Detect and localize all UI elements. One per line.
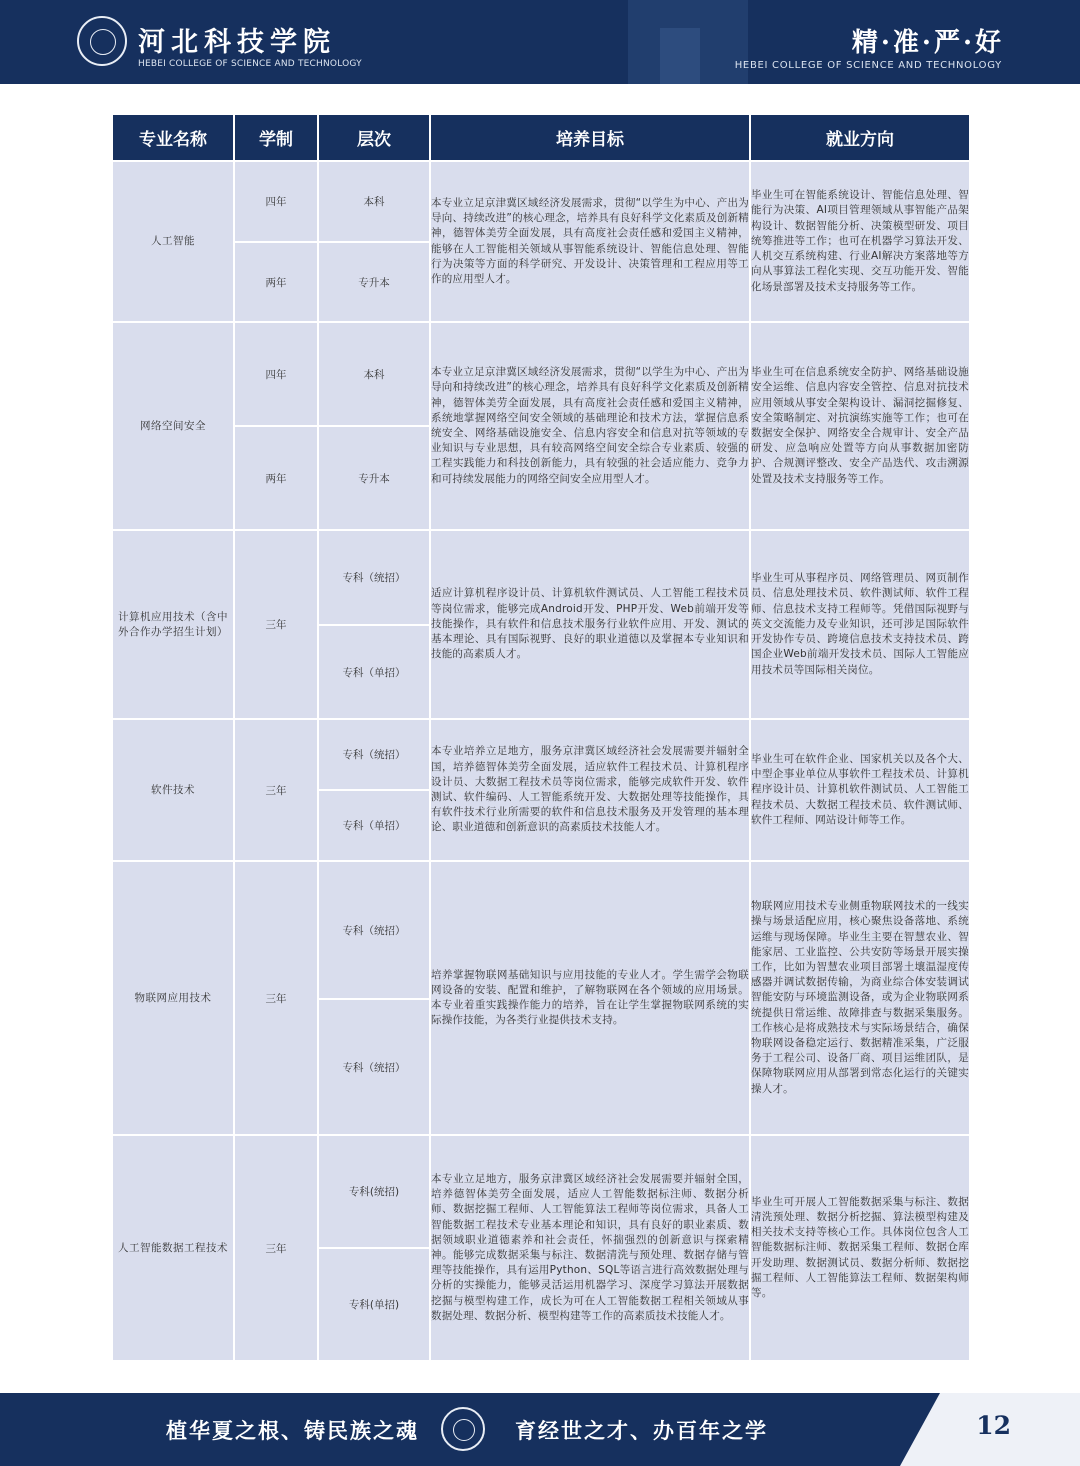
duration-cell: 三年 — [234, 861, 318, 1135]
level-cell: 本科 — [318, 161, 430, 242]
school-name-en: HEBEI COLLEGE OF SCIENCE AND TECHNOLOGY — [138, 59, 362, 69]
major-name: 人工智能 — [112, 161, 234, 322]
school-name: 河北科技学院 — [138, 27, 336, 58]
table-row — [112, 1135, 970, 1248]
level-cell: 专科(单招) — [318, 1248, 430, 1361]
header-building-graphic — [660, 28, 700, 84]
career-cell: 毕业生可开展人工智能数据采集与标注、数据清洗预处理、数据分析挖掘、算法模型构建及相关技术支持等核心工作。具体岗位包含人工智能数据标注师、数据采集工程师、数据仓库开发助理、数据测试员、数据分析师、数据挖掘工程师、人工智能算法工程师、数据架构师等。 — [750, 1135, 970, 1361]
level-cell: 专升本 — [318, 426, 430, 530]
page-footer — [0, 1393, 1080, 1466]
footer-logo-icon — [441, 1407, 485, 1451]
table-row — [112, 530, 970, 625]
level-cell: 专科（统招） — [318, 719, 430, 790]
duration-cell: 三年 — [234, 1135, 318, 1361]
table-row — [112, 161, 970, 242]
goal-cell: 本专业立足京津冀区域经济发展需求，贯彻“以学生为中心、产出为导向和持续改进”的核心理念，培养具有良好科学文化素质及创新精神，德智体美劳全面发展，具有高度社会责任感和爱国主义精神，系统地掌握网络空间安全领域的基础理论和技术方法，掌握信息系统安全、网络基础设施安全、信息内容安全和信息对抗等领域的专业知识与专业思想，具有较高网络空间安全综合专业素质、较强的工程实践能力和科技创新能力，具有较强的社会适应能力、竞争力和可持续发展能力的网络空间安全应用型人才。 — [430, 322, 750, 530]
duration-cell: 两年 — [234, 242, 318, 322]
table-row — [112, 861, 970, 999]
footer-slogan-left: 植华夏之根、铸民族之魂 — [166, 1418, 419, 1443]
school-motto: 精·准·严·好 — [851, 28, 1004, 58]
goal-cell: 适应计算机程序设计员、计算机软件测试员、人工智能工程技术员等岗位需求，能够完成Android开发、PHP开发、Web前端开发等技能操作，具有软件和信息技术服务行业软件应用、开发、测试的基本理论、具有国际视野、良好的职业道德以及掌握本专业知识和技能的高素质人才。 — [430, 530, 750, 719]
career-cell: 毕业生可在智能系统设计、智能信息处理、智能行为决策、AI项目管理领域从事智能产品架构设计、数据智能分析、决策模型研发、项目统筹推进等工作；也可在机器学习算法开发、人机交互系统构建、行业AI解决方案落地等方向从事算法工程化实现、交互功能开发、智能化场景部署及技术支持服务等工作。 — [750, 161, 970, 322]
level-cell: 专升本 — [318, 242, 430, 322]
level-cell: 专科（统招） — [318, 999, 430, 1135]
header-goal: 培养目标 — [430, 114, 750, 161]
level-cell: 专科(统招) — [318, 1135, 430, 1248]
footer-slogan-right: 育经世之才、办百年之学 — [515, 1418, 768, 1443]
college-logo-icon — [77, 16, 127, 66]
goal-cell: 本专业立足京津冀区域经济发展需求，贯彻“以学生为中心、产出为导向、持续改进”的核心理念，培养具有良好科学文化素质及创新精神，德智体美劳全面发展，具有高度社会责任感和爱国主义精神，能够在人工智能相关领域从事智能系统设计、智能信息处理、智能行为决策等方面的科学研究、开发设计、决策管理和工程应用等工作的应用型人才。 — [430, 161, 750, 322]
duration-cell: 三年 — [234, 719, 318, 861]
level-cell: 专科（单招） — [318, 790, 430, 861]
career-cell: 毕业生可从事程序员、网络管理员、网页制作员、信息处理技术员、软件测试师、软件工程师、信息技术支持工程师等。凭借国际视野与英文交流能力及专业知识，还可涉足国际软件开发协作专员、跨境信息技术支持技术员、跨国企业Web前端开发技术员、国际人工智能应用技术员等国际相关岗位。 — [750, 530, 970, 719]
major-name: 计算机应用技术（含中外合作办学招生计划） — [112, 530, 234, 719]
duration-cell: 四年 — [234, 161, 318, 242]
table-row — [112, 322, 970, 426]
goal-cell: 本专业立足地方，服务京津冀区域经济社会发展需要并辐射全国，培养德智体美劳全面发展，适应人工智能数据标注师、数据分析师、数据挖掘工程师、人工智能算法工程师等岗位需求，具备人工智能数据工程技术专业基本理论和知识，具有良好的职业素质、数据领域职业道德素养和社会责任，怀揣强烈的创新意识与探索精神。能够完成数据采集与标注、数据清洗与预处理、数据存储与管理等技能操作，具有运用Python、SQL等语言进行高效数据处理与分析的实操能力，能够灵活运用机器学习、深度学习算法开展数据挖掘与模型构建工作，成长为可在人工智能数据工程相关领域从事数据处理、数据分析、模型构建等工作的高素质技术技能人才。 — [430, 1135, 750, 1361]
table-row — [112, 719, 970, 790]
major-name: 网络空间安全 — [112, 322, 234, 530]
header-duration: 学制 — [234, 114, 318, 161]
level-cell: 本科 — [318, 322, 430, 426]
goal-cell: 培养掌握物联网基础知识与应用技能的专业人才。学生需学会物联网设备的安装、配置和维护，了解物联网在各个领域的应用场景。本专业着重实践操作能力的培养，旨在让学生掌握物联网系统的实际操作技能，为各类行业提供技术支持。 — [430, 861, 750, 1135]
major-name: 物联网应用技术 — [112, 861, 234, 1135]
duration-cell: 两年 — [234, 426, 318, 530]
duration-cell: 三年 — [234, 530, 318, 719]
header-level: 层次 — [318, 114, 430, 161]
goal-cell: 本专业培养立足地方，服务京津冀区域经济社会发展需要并辐射全国，培养德智体美劳全面发展，适应软件工程技术员、计算机程序设计员、大数据工程技术员等岗位需求，能够完成软件开发、软件测试、软件编码、人工智能系统开发、大数据处理等技能操作，具有软件技术行业所需要的软件和信息技术服务及开发管理的基本理论、职业道德和创新意识的高素质技术技能人才。 — [430, 719, 750, 861]
majors-table — [111, 113, 971, 1362]
table-header-row — [112, 114, 970, 161]
header-major: 专业名称 — [112, 114, 234, 161]
level-cell: 专科（单招） — [318, 625, 430, 719]
major-name: 软件技术 — [112, 719, 234, 861]
page-number: 12 — [976, 1411, 1011, 1440]
career-cell: 毕业生可在软件企业、国家机关以及各个大、中型企事业单位从事软件工程技术员、计算机程序设计员、计算机软件测试员、人工智能工程技术员、大数据工程技术员、软件测试师、软件工程师、网站设计师等工作。 — [750, 719, 970, 861]
major-name: 人工智能数据工程技术 — [112, 1135, 234, 1361]
page-header — [0, 0, 1080, 84]
school-motto-en: HEBEI COLLEGE OF SCIENCE AND TECHNOLOGY — [734, 60, 1002, 71]
level-cell: 专科（统招） — [318, 861, 430, 999]
career-cell: 毕业生可在信息系统安全防护、网络基础设施安全运维、信息内容安全管控、信息对抗技术应用领域从事安全架构设计、漏洞挖掘修复、安全策略制定、对抗演练实施等工作；也可在数据安全保护、网络安全合规审计、安全产品研发、应急响应处置等方向从事数据加密防护、合规测评整改、安全产品迭代、攻击溯源处置及技术支持服务等工作。 — [750, 322, 970, 530]
duration-cell: 四年 — [234, 322, 318, 426]
career-cell: 物联网应用技术专业侧重物联网技术的一线实操与场景适配应用，核心聚焦设备落地、系统运维与现场保障。毕业生主要在智慧农业、智能家居、工业监控、公共安防等场景开展实操工作，比如为智慧农业项目部署土壤温湿度传感器并调试数据传输，为商业综合体安装调试智能安防与环境监测设备，或为企业物联网系统提供日常运维、故障排查与数据采集服务。工作核心是将成熟技术与实际场景结合，确保物联网设备稳定运行、数据精准采集，广泛服务于工程公司、设备厂商、项目运维团队，是保障物联网应用从部署到常态化运行的关键实操人才。 — [750, 861, 970, 1135]
header-career: 就业方向 — [750, 114, 970, 161]
level-cell: 专科（统招） — [318, 530, 430, 625]
